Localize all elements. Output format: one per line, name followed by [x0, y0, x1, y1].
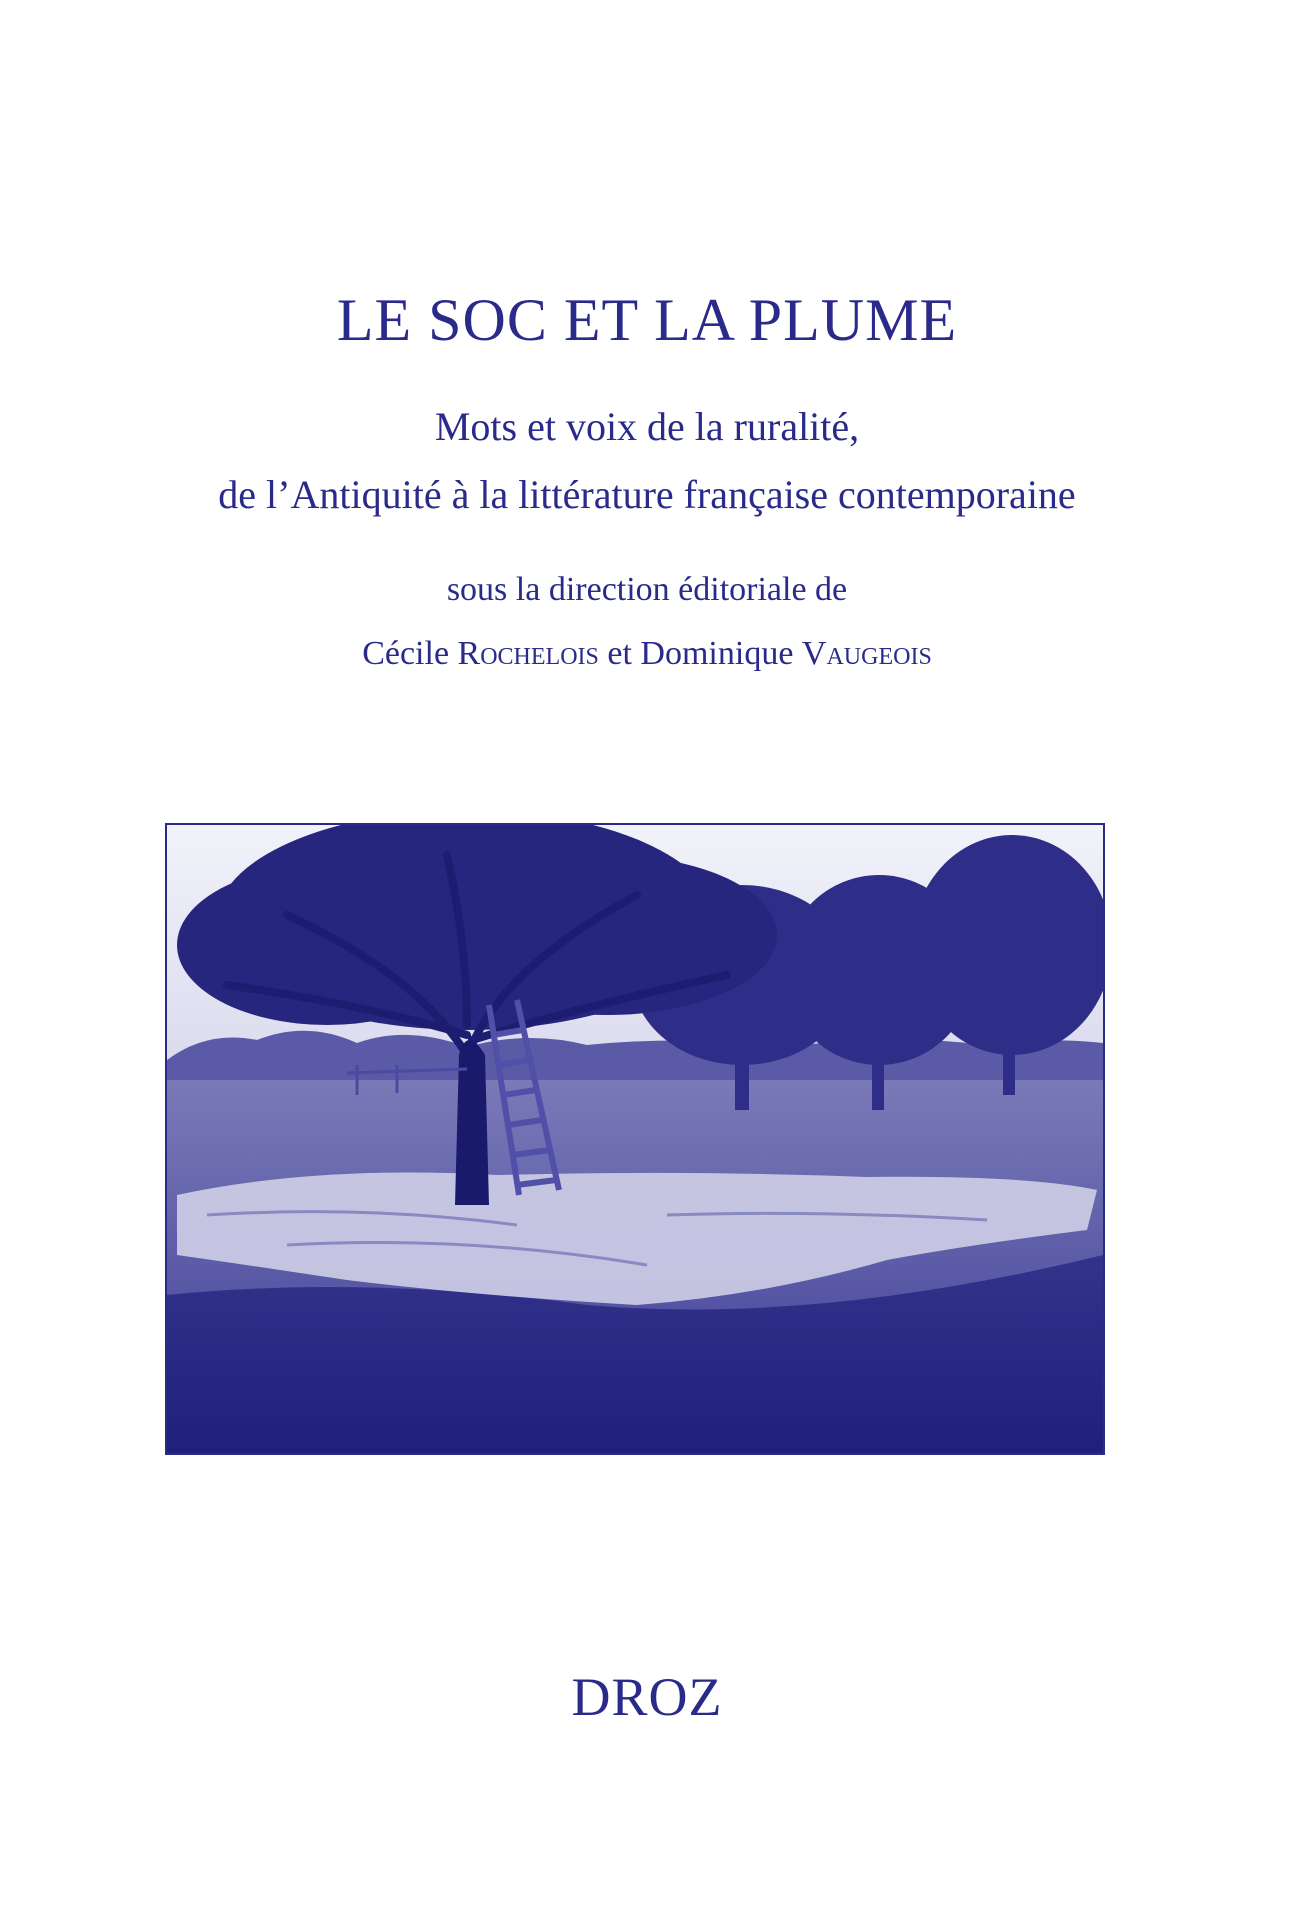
editor-conjunction: et [607, 635, 632, 672]
editor-2-last-name: Vaugeois [801, 635, 932, 672]
editor-2-first-name: Dominique [640, 635, 794, 672]
subtitle-line-2: de l’Antiquité à la littérature française contemporaine [218, 472, 1076, 517]
book-subtitle [0, 393, 1294, 529]
editor-1-first-name: Cécile [362, 635, 450, 672]
editorial-direction: sous la direction éditoriale de [446, 571, 848, 608]
publisher-name: DROZ [571, 1667, 723, 1727]
editors [0, 632, 1294, 676]
subtitle-line-1: Mots et voix de la ruralité, [434, 404, 860, 449]
book-title: LE SOC ET LA PLUME [336, 287, 958, 353]
orchard-photo-icon [165, 823, 1105, 1455]
editor-1-last-name: Rochelois [457, 635, 599, 672]
